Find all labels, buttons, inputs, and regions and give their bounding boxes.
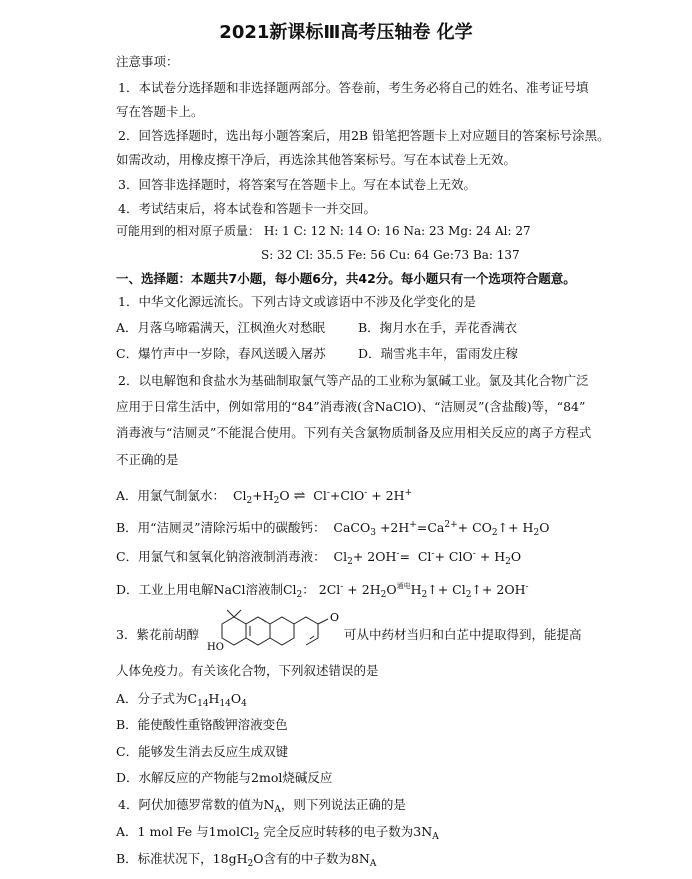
q3-option-a: A．分子式为$C_{14}H_{14}O_4$ xyxy=(116,691,247,709)
q3-option-d: D．水解反应的产物能与2mol烧碱反应 xyxy=(116,770,333,785)
note-line: 3．回答非选择题时，将答案写在答题卡上。写在本试卷上无效。 xyxy=(118,177,476,192)
note-line: 2．回答选择题时，选出每小题答案后，用2B 铅笔把答题卡上对应题目的答案标号涂黑。 xyxy=(118,128,610,143)
page-title: 2021新课标Ⅲ高考压轴卷 化学 xyxy=(219,22,473,43)
q1-stem: 1．中华文化源远流长。下列古诗文或谚语中不涉及化学变化的是 xyxy=(118,294,476,309)
q4-option-b: B．标准状况下，$18gH_2O$含有的中子数为$8N_A$ xyxy=(116,851,377,869)
q1-option-d: D．瑞雪兆丰年，雷雨发庄稼 xyxy=(358,346,519,361)
atomic-masses: 可能用到的相对原子质量： H: 1 C: 12 N: 14 O: 16 Na: 23 Mg: 24 Al: 27 xyxy=(116,224,531,238)
q3-stem-prefix: 3．紫花前胡醇 xyxy=(116,627,199,642)
q3-stem: 人体免疫力。有关该化合物，下列叙述错误的是 xyxy=(116,663,379,678)
q2-option-c: C．用氯气和氢氧化钠溶液制消毒液： $Cl_2+ 2OH^-= Cl^-+ ClO^- + H_2O$ xyxy=(116,549,522,567)
note-line: 如需改动，用橡皮擦干净后，再选涂其他答案标号。写在本试卷上无效。 xyxy=(116,152,517,167)
note-line: 写在答题卡上。 xyxy=(116,104,204,119)
carbonyl-oxygen-label: O xyxy=(330,611,340,624)
note-line: 1．本试卷分选择题和非选择题两部分。答卷前，考生务必将自己的姓名、准考证号填 xyxy=(118,80,589,95)
q3-option-c: C．能够发生消去反应生成双键 xyxy=(116,744,289,759)
atomic-masses-cont: S: 32 Cl: 35.5 Fe: 56 Cu: 64 Ge:73 Ba: 137 xyxy=(261,248,520,262)
q3-stem-suffix: 可从中药材当归和白芷中提取得到，能提高 xyxy=(344,627,582,642)
notes-heading: 注意事项： xyxy=(116,54,179,69)
q2-option-b: B．用“洁厕灵”清除污垢中的碳酸钙： CaCO$_3$ $+2H^+=Ca^{2+}+$ $CO_2↑+ H_2O$ xyxy=(116,520,550,538)
q1-option-c: C．爆竹声中一岁除，春风送暖入屠苏 xyxy=(116,346,326,361)
q2-stem: 不正确的是 xyxy=(116,452,179,467)
q3-option-b: B．能使酸性重铬酸钾溶液变色 xyxy=(116,717,288,732)
molecule-structure xyxy=(207,606,347,656)
q2-option-d: D．工业上用电解NaCl溶液制$Cl_2$： $2Cl^- + 2H_2O^{通电}H_2↑+$ $Cl_2↑+ 2OH^-$ xyxy=(116,582,529,600)
q4-stem: 4．阿伏加德罗常数的值为$N_A$，则下列说法正确的是 xyxy=(118,797,406,815)
hydroxyl-label: HO xyxy=(207,642,224,653)
note-line: 4．考试结束后，将本试卷和答题卡一并交回。 xyxy=(118,201,376,216)
q2-option-a: A．用氯气制氯水： $Cl_2+H_2O$ ⇌ Cl-+ClO- + 2H+ xyxy=(116,488,413,506)
q1-option-a: A．月落乌啼霜满天，江枫渔火对愁眠 xyxy=(116,320,326,335)
q2-stem: 应用于日常生活中，例如常用的“84”消毒液(含NaClO)、“洁厕灵”(含盐酸)等，“84” xyxy=(116,399,586,414)
section-heading: 一、选择题：本题共7小题，每小题6分，共42分。每小题只有一个选项符合题意。 xyxy=(116,271,576,286)
q2-stem: 2．以电解饱和食盐水为基础制取氯气等产品的工业称为氯碱工业。氯及其化合物广泛 xyxy=(118,373,589,388)
q1-option-b: B．掬月水在手，弄花香满衣 xyxy=(358,320,518,335)
q2-stem: 消毒液与“洁厕灵”不能混合使用。下列有关含氯物质制备及应用相关反应的离子方程式 xyxy=(116,425,592,440)
q4-option-a: A．1 mol Fe 与1molCl$_2$ 完全反应时转移的电子数为$3N_A$ xyxy=(116,824,439,842)
